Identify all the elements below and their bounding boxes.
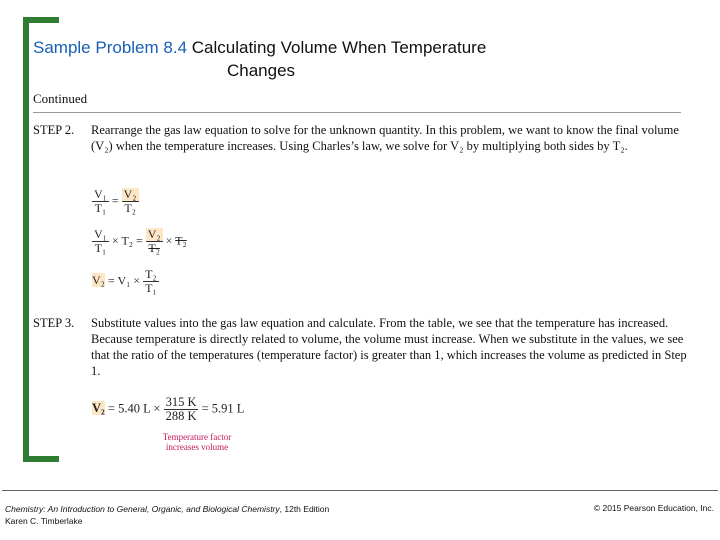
equation-solved xyxy=(92,268,159,295)
eq3-v2: V₂ xyxy=(92,273,105,288)
eq2-v1: V₁ xyxy=(94,227,107,241)
eq3-t2: T₂ xyxy=(145,267,157,281)
calc-denominator: 288 K xyxy=(165,409,197,423)
eq1-t1: T₁ xyxy=(94,201,107,215)
eq2-times2: × xyxy=(165,233,173,248)
footer-book-title: Chemistry: An Introduction to General, Organic, and Biological Chemistry xyxy=(5,504,280,514)
eq1-v1: V₁ xyxy=(94,187,107,201)
step2-text: Rearrange the gas law equation to solve for the unknown quantity. In this problem, we want to know the final volume (V₂) when the temperature increases. Using Charles’s law, we solve for V₂ by multiplying both sides by T₂. xyxy=(91,123,679,153)
calc-numerator: 315 K xyxy=(165,395,197,409)
temperature-factor-note: Temperature factor increases volume xyxy=(162,432,232,452)
green-bracket-top xyxy=(23,17,59,23)
footer-citation xyxy=(5,503,455,527)
title-prefix: Sample Problem 8.4 xyxy=(33,38,188,57)
eq1-t2: T₂ xyxy=(124,201,136,215)
calc-result: = 5.91 L xyxy=(201,401,245,416)
eq2-t1: T₁ xyxy=(94,241,107,255)
page-title xyxy=(33,36,673,82)
eq2-t2-cancel: T₂ xyxy=(148,241,160,255)
eq2-t2a: T₂ xyxy=(121,233,133,248)
footer-author: Karen C. Timberlake xyxy=(5,516,83,526)
step3-text: Substitute values into the gas law equation and calculate. From the table, we see that the temperature has increased. Because temperature is directly related to volume, the volume must increase. When we substitute in the values, we see that the ratio of the temperatures (temperature factor) is greater than 1, which increases the volume as predicted in Step 1. xyxy=(91,316,687,378)
eq3-times: × xyxy=(133,273,141,288)
continued-label: Continued xyxy=(33,91,88,106)
step3-label: STEP 3. xyxy=(33,316,75,330)
eq1-v2: V₂ xyxy=(123,187,137,201)
step2-label: STEP 2. xyxy=(33,123,75,137)
equation-charles-law xyxy=(92,188,139,215)
divider xyxy=(33,112,681,113)
eq2-v2: V₂ xyxy=(147,227,161,241)
eq3-equals: = xyxy=(107,273,115,288)
footer-divider xyxy=(2,490,718,491)
eq2-times1: × xyxy=(111,233,119,248)
equation-multiply xyxy=(92,228,187,255)
eq2-t2b-cancel: T₂ xyxy=(175,233,187,248)
green-bracket-bottom xyxy=(23,456,59,462)
calc-v2: V₂ xyxy=(92,401,105,416)
title-second-line: Changes xyxy=(227,61,296,80)
footer-copyright: © 2015 Pearson Education, Inc. xyxy=(593,503,714,513)
eq3-t1: T₁ xyxy=(145,281,157,295)
green-bracket-vertical xyxy=(23,17,29,462)
equation-calculation xyxy=(92,396,244,423)
eq2-equals: = xyxy=(135,233,143,248)
footer-edition: , 12th Edition xyxy=(279,504,330,514)
eq3-v1: V₁ xyxy=(117,273,131,288)
calc-value: = 5.40 L × xyxy=(107,401,161,416)
title-main: Calculating Volume When Temperature xyxy=(191,38,487,57)
eq1-equals: = xyxy=(111,193,119,208)
